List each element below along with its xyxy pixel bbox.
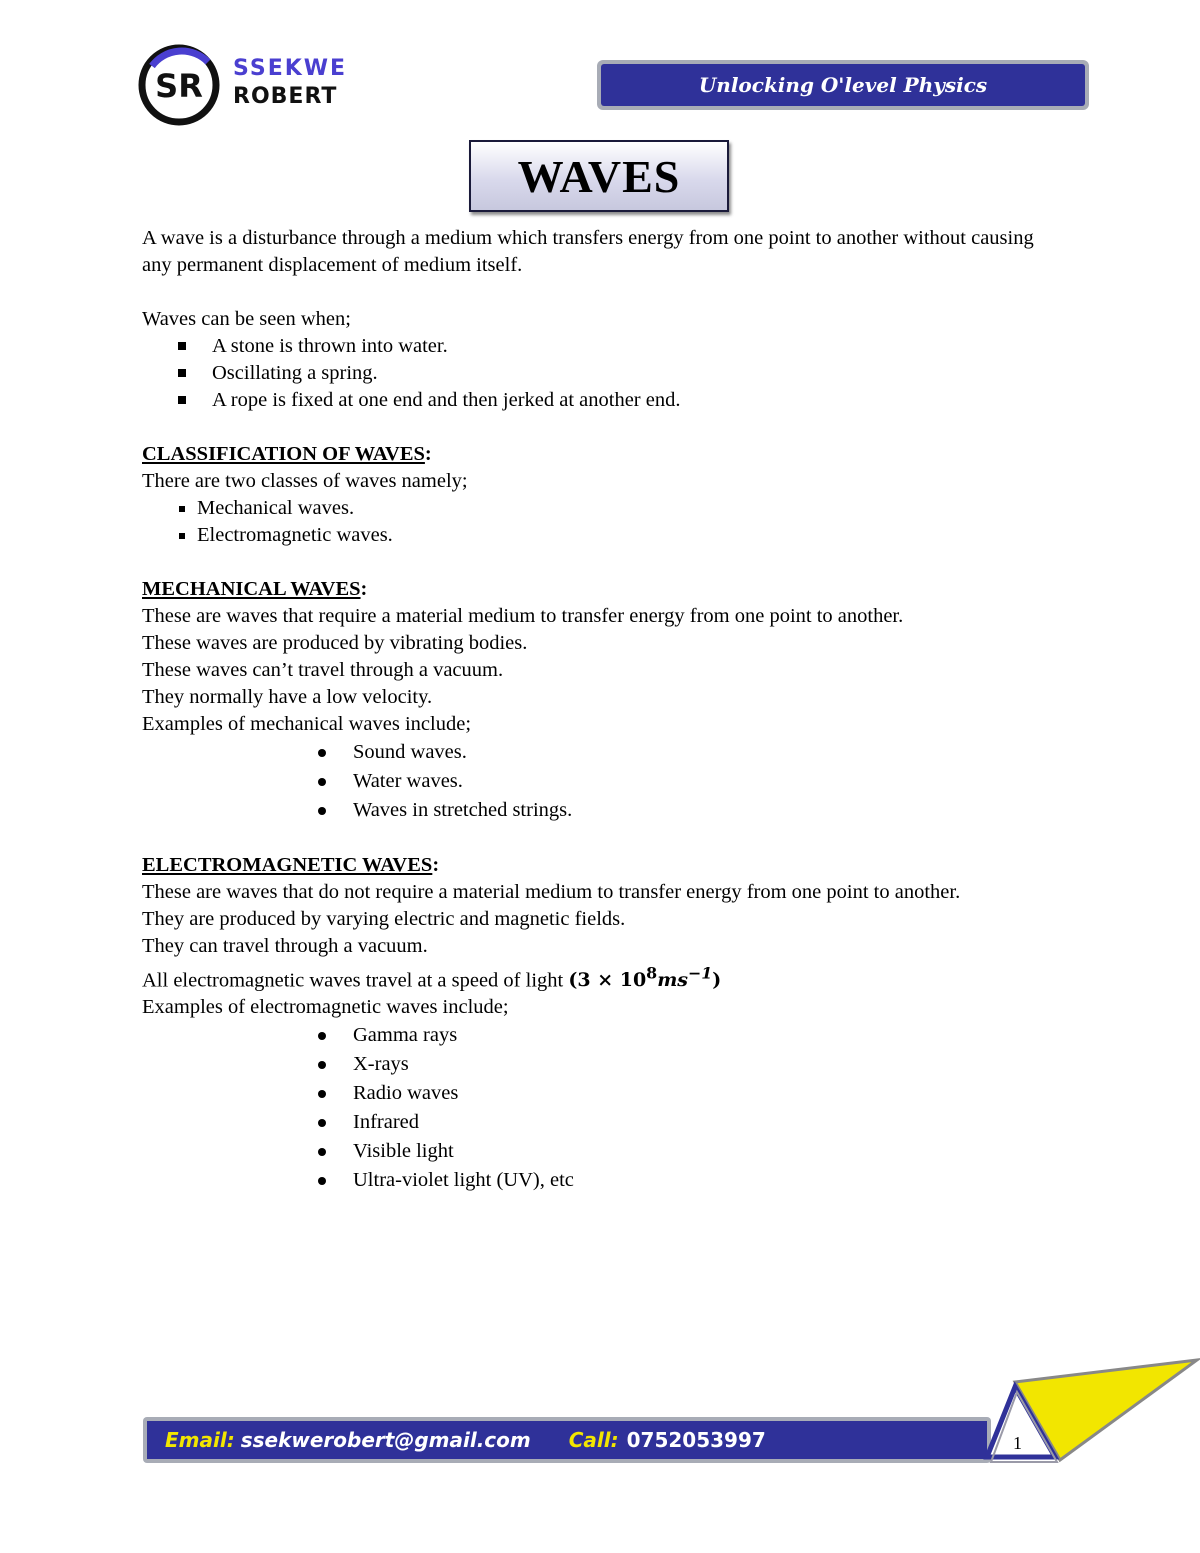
mechanical-line: Examples of mechanical waves include; [142,713,472,735]
document-body [142,225,1042,1195]
classification-list [142,495,1042,549]
list-item: Gamma rays [142,1021,1042,1050]
email-label: Email: [165,1428,235,1452]
seen-when-list [142,333,1042,414]
page-title: WAVES [469,140,729,212]
page-corner-graphic [975,1352,1200,1472]
electromagnetic-line: They are produced by varying electric and magnetic fields. [142,908,626,930]
mechanical-line: They normally have a low velocity. [142,686,433,708]
list-item: Mechanical waves. [142,495,1042,522]
mechanical-line: These waves can’t travel through a vacuum. [142,659,504,681]
electromagnetic-examples-list [142,1021,1042,1195]
list-item: A rope is fixed at one end and then jerked at another end. [142,387,1042,414]
svg-text:SR: SR [155,67,203,105]
phone-number: 0752053997 [626,1428,766,1452]
list-item: Ultra-violet light (UV), etc [142,1166,1042,1195]
list-item: Visible light [142,1137,1042,1166]
sr-logo-icon [138,44,220,126]
email-address[interactable]: ssekwerobert@gmail.com [240,1428,531,1452]
list-item: Waves in stretched strings. [142,796,1042,825]
call-label: Call: [568,1428,619,1452]
classification-heading: CLASSIFICATION OF WAVES: [142,443,432,465]
electromagnetic-examples-intro: Examples of electromagnetic waves include; [142,996,509,1019]
list-item: Infrared [142,1108,1042,1137]
electromagnetic-line: These are waves that do not require a material medium to transfer energy from one point to another. [142,881,961,903]
list-item: Water waves. [142,767,1042,796]
logo-name-first: SSEKWE [233,56,348,81]
logo-name-last: ROBERT [233,84,338,109]
list-item: Oscillating a spring. [142,360,1042,387]
electromagnetic-heading: ELECTROMAGNETIC WAVES: [142,854,440,876]
list-item: A stone is thrown into water. [142,333,1042,360]
seen-when-intro: Waves can be seen when; [142,308,351,330]
mechanical-line: These waves are produced by vibrating bodies. [142,632,528,654]
electromagnetic-line: They can travel through a vacuum. [142,935,428,957]
header-banner-text: Unlocking O'level Physics [601,64,1085,106]
classification-intro: There are two classes of waves namely; [142,470,468,492]
wave-definition: A wave is a disturbance through a medium which transfers energy from one point to another without causing any permanent displacement of medium itself. [142,227,1034,276]
list-item: Radio waves [142,1079,1042,1108]
page-number: 1 [1013,1433,1022,1453]
list-item: Sound waves. [142,738,1042,767]
logo [138,44,358,126]
list-item: Electromagnetic waves. [142,522,1042,549]
header-banner [597,60,1089,110]
mechanical-examples-list [142,738,1042,825]
mechanical-heading: MECHANICAL WAVES: [142,578,368,600]
speed-formula: $(3 \times 10^8ms^{-1})$ [568,964,722,992]
speed-of-light-line: All electromagnetic waves travel at a speed of light $(3 \times 10^8ms^{-1})$ [142,964,722,992]
footer-contact-bar [143,1417,991,1463]
list-item: X-rays [142,1050,1042,1079]
mechanical-line: These are waves that require a material medium to transfer energy from one point to another. [142,605,904,627]
